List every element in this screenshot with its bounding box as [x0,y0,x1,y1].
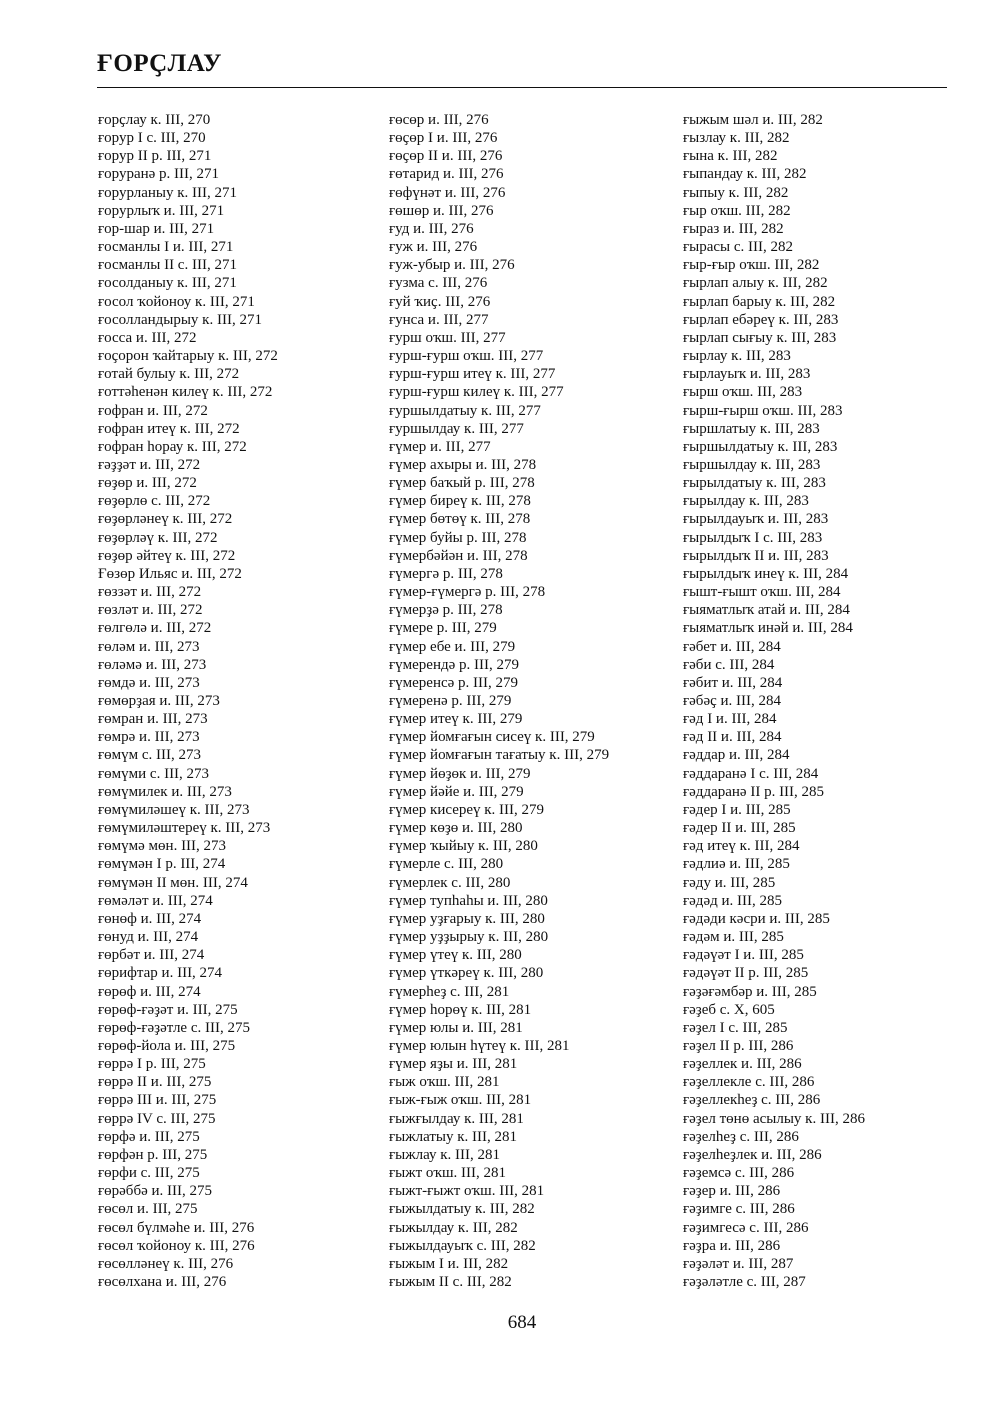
index-entry: ғыж оҡш. III, 281 [389,1074,500,1091]
index-entry: ғуршылдатыу к. III, 277 [389,402,541,419]
index-entry: ғөҙөрләү к. III, 272 [98,529,218,546]
index-entry: ғәбет и. III, 284 [683,638,781,655]
index-entry: ғүмер биреү к. III, 278 [389,493,531,510]
index-entry: ғырлап алыу к. III, 282 [683,275,828,292]
index-entry: ғәддаранә II р. III, 285 [683,783,825,800]
index-entry: ғөмөрҙая и. III, 273 [98,693,220,709]
index-entry: ғырылдатыу к. III, 283 [683,475,826,492]
index-entry: ғыршлатыу к. III, 283 [683,420,820,437]
index-entry: ғурш-ғурш итеү к. III, 277 [389,366,556,383]
index-entry: ғыжт-ғыжт оҡш. III, 281 [389,1183,545,1200]
index-entry: ғәду и. III, 285 [683,874,776,891]
index-entry: ғәҙимгесә с. III, 286 [683,1219,809,1236]
index-entry: ғорур II р. III, 271 [98,148,212,165]
index-entry: ғүмер йәйе и. III, 279 [389,783,524,800]
index-entry: ғүмер һорөү к. III, 281 [389,1001,532,1018]
index-entry: ғыр-ғыр оҡш. III, 282 [683,257,820,274]
index-entry: ғүмер баҡый р. III, 278 [389,475,535,492]
index-entry: ғына к. III, 282 [683,148,778,165]
index-entry: ғүмер буйы р. III, 278 [389,529,527,546]
index-entry: ғырылдыҡ инеү к. III, 284 [683,565,849,582]
index-entry: ғәҙеб с. X, 605 [683,1001,775,1018]
index-entry: ғөррә I р. III, 275 [98,1056,206,1073]
index-entry: ғыжым II с. III, 282 [389,1274,512,1290]
index-entry: ғәддар и. III, 284 [683,747,790,764]
index-entry: ғүмер ахыры и. III, 278 [389,456,537,473]
index-entry: ғүмер көҙө и. III, 280 [389,820,523,837]
index-entry: ғәдәм и. III, 285 [683,929,784,946]
index-entry: ғыяматлыҡ инәй и. III, 284 [683,620,853,637]
index-entry: ғөмдә и. III, 273 [98,674,200,691]
index-entry: ғөҙөрлө с. III, 272 [98,493,211,510]
index-entry: ғүмер юлын һүтеү к. III, 281 [389,1037,570,1054]
index-entry: ғәҙеллекле с. III, 286 [683,1074,815,1091]
index-entry: ғөрфә и. III, 275 [98,1128,200,1145]
index-entry: ғосол ҡойоноу к. III, 271 [98,293,255,310]
index-entry: ғосманлы I и. III, 271 [98,239,234,256]
index-entry: ғөмран и. III, 273 [98,711,208,728]
index-entry: ғөрөф-ғәҙәт и. III, 275 [98,1001,238,1018]
index-entry: ғосолданыу к. III, 271 [98,275,237,292]
index-entry: ғүмер йөҙөк и. III, 279 [389,765,531,782]
index-entry: ғуж-убыр и. III, 276 [389,257,515,274]
index-entry: ғуршылдау к. III, 277 [389,420,524,437]
index-entry: ғузма с. III, 276 [389,275,488,292]
index-entry: ғорур I с. III, 270 [98,130,206,147]
index-entry: ғөмүмилек и. III, 273 [98,783,232,800]
index-entry: ғыпандау к. III, 282 [683,166,807,183]
index-entry: ғөсөлләнеү к. III, 276 [98,1255,234,1272]
index-entry: ғөҙөр әйтеү к. III, 272 [98,547,236,564]
index-entry: ғөҙөр и. III, 272 [98,475,197,492]
index-entry: ғөрифтар и. III, 274 [98,965,223,982]
index-entry: ғөсөлхана и. III, 276 [98,1274,227,1290]
index-entry: ғурш оҡш. III, 277 [389,329,506,346]
index-entry: ғүмер уҙҙырыу к. III, 280 [389,929,549,946]
index-entry: ғофран и. III, 272 [98,402,208,419]
index-entry: ғыршылдатыу к. III, 283 [683,438,838,455]
index-entry: ғырылдыҡ II и. III, 283 [683,547,829,564]
index-entry: ғыяматлыҡ атай и. III, 284 [683,602,850,619]
index-entry: ғырлап барыу к. III, 282 [683,293,836,310]
index-entry: ғүмер йомғағын сисеү к. III, 279 [389,729,595,746]
index-entry: ғүмер-ғүмергә р. III, 278 [389,584,546,601]
index-entry: ғөсөл ҡойоноу к. III, 276 [98,1237,255,1254]
index-entry: ғөсөл бүлмәһе и. III, 276 [98,1219,255,1236]
index-entry: ғөләм и. III, 273 [98,638,200,655]
index-entry: ғыпыу к. III, 282 [683,184,789,201]
index-entry: ғөмүмән I р. III, 274 [98,856,226,873]
index-entry: ғоттәһенән килеү к. III, 272 [98,384,273,401]
index-entry: ғәдер II и. III, 285 [683,820,796,837]
page-number: 684 [507,1312,537,1333]
index-entry: ғөҫөр I и. III, 276 [389,130,498,147]
header-rule [97,87,947,88]
index-entry: ғәдәд и. III, 285 [683,892,782,909]
index-entry: ғүмер үтеү к. III, 280 [389,947,522,964]
index-entry: ғырлап ебәреү к. III, 283 [683,311,839,328]
index-entry: ғоҫорон ҡайтарыу к. III, 272 [98,348,278,365]
index-entry: Ғөзөр Ильяс и. III, 272 [98,565,242,582]
index-entry: ғыжым шәл и. III, 282 [683,112,823,128]
index-entry: ғүмер ебе и. III, 279 [389,638,516,655]
index-entry: ғыр оҡш. III, 282 [683,202,791,219]
index-entry: ғәдәүәт II р. III, 285 [683,965,809,982]
index-entry: ғыжғылдау к. III, 281 [389,1110,524,1127]
index-entry: ғүмер яҙы и. III, 281 [389,1056,518,1073]
index-entry: ғыраз и. III, 282 [683,220,784,237]
index-entry: ғәҙер и. III, 286 [683,1183,781,1200]
running-head: ҒОРҪЛАУ [97,50,223,77]
index-entry: ғорурлыҡ и. III, 271 [98,202,225,219]
index-entry: ғыршылдау к. III, 283 [683,456,821,473]
index-entry: ғүмер и. III, 277 [389,438,491,455]
index-entry: ғәдәди кәсри и. III, 285 [683,910,830,927]
index-entry: ғүмер уҙғарыу к. III, 280 [389,910,545,927]
index-entry: ғәдер I и. III, 285 [683,801,791,818]
index-entry: ғүмер юлы и. III, 281 [389,1019,523,1036]
index-entry: ғәдәүәт I и. III, 285 [683,947,804,964]
index-entry: ғәдлиә и. III, 285 [683,856,790,873]
index-entry: ғәбит и. III, 284 [683,674,783,691]
index-entry: ғүмер кисереү к. III, 279 [389,801,545,818]
index-entry: ғүмере р. III, 279 [389,620,497,637]
index-entry: ғуй ҡиҫ. III, 276 [389,293,491,310]
index-entry: ғуж и. III, 276 [389,239,478,256]
index-entry: ғосолландырыу к. III, 271 [98,311,262,328]
index-entry: ғотай булыу к. III, 272 [98,366,240,383]
index-entry: ғөшөр и. III, 276 [389,202,494,219]
index-entry: ғөтарид и. III, 276 [389,166,504,183]
index-entry: ғосманлы II с. III, 271 [98,257,237,274]
index-entry: ғәд I и. III, 284 [683,711,777,728]
index-entry: ғәд итеү к. III, 284 [683,838,800,855]
index-entry: ғәҙра и. III, 286 [683,1237,781,1254]
index-entry: ғәддаранә I с. III, 284 [683,765,819,782]
index-entry: ғыжт оҡш. III, 281 [389,1165,507,1182]
index-entry: ғырылдау к. III, 283 [683,493,809,510]
index-entry: ғәҙәғәмбәр и. III, 285 [683,983,817,1000]
index-entry: ғәби с. III, 284 [683,656,775,673]
index-entry: ғәҙелһеҙ с. III, 286 [683,1128,799,1145]
index-entry: ғүмербәйән и. III, 278 [389,547,528,564]
index-entry: ғүмер итеү к. III, 279 [389,711,523,728]
index-entry: ғөмәләт и. III, 274 [98,892,213,909]
index-entry: ғәҙимге с. III, 286 [683,1201,795,1218]
index-entry: ғөззәт и. III, 272 [98,584,202,601]
index-entry: ғырш-ғырш оҡш. III, 283 [683,402,843,419]
index-entry: ғосса и. III, 272 [98,329,197,346]
index-entry: ғырлап сығыу к. III, 283 [683,329,837,346]
index-entry: ғурш-ғурш килеү к. III, 277 [389,384,564,401]
index-entry: ғәд II и. III, 284 [683,729,782,746]
index-entry: ғунса и. III, 277 [389,311,489,328]
index-entry: ғәҙҙәт и. III, 272 [98,456,201,473]
index-entry: ғөмүми с. III, 273 [98,765,210,782]
index-entry: ғүмерҙә р. III, 278 [389,602,503,619]
index-entry: ғөрөф-йола и. III, 275 [98,1037,236,1054]
index-entry: ғоруранә р. III, 271 [98,166,220,183]
index-entry: ғәҙел төнө асылыу к. III, 286 [683,1110,865,1127]
index-entry: ғыжылдауыҡ с. III, 282 [389,1237,536,1254]
index-entry: ғорҫлау к. III, 270 [98,112,211,128]
index-entry: ғөсөр и. III, 276 [389,112,489,128]
index-entry: ғыж-ғыж оҡш. III, 281 [389,1092,532,1109]
index-entry: ғүмерлек с. III, 280 [389,874,511,891]
index-entry: ғырылдауыҡ и. III, 283 [683,511,829,528]
index-entry: ғүмер йомғағын тағатыу к. III, 279 [389,747,610,764]
index-entry: ғофран һорау к. III, 272 [98,438,247,455]
index-entry: ғышт-ғышт оҡш. III, 284 [683,584,841,601]
index-entry: ғөрәббә и. III, 275 [98,1183,212,1200]
index-column-2 [389,111,674,1291]
index-entry: ғәҙел II р. III, 286 [683,1037,794,1054]
index-entry: ғөмүмән II мөн. III, 274 [98,874,248,891]
index-entry: ғәҙәләтле с. III, 287 [683,1274,806,1290]
index-entry: ғызлау к. III, 282 [683,130,790,147]
index-entry: ғәҙеллек и. III, 286 [683,1056,802,1073]
index-entry: ғыжылдау к. III, 282 [389,1219,518,1236]
index-entry: ғәҙәләт и. III, 287 [683,1255,794,1272]
index-entry: ғөфүнәт и. III, 276 [389,184,506,201]
index-entry: ғөрфән р. III, 275 [98,1146,208,1163]
index-entry: ғөләмә и. III, 273 [98,656,207,673]
index-entry: ғөмүмә мөн. III, 273 [98,838,227,855]
index-entry: ғөмрә и. III, 273 [98,729,200,746]
index-entry: ғүмеренә р. III, 279 [389,693,512,709]
index-entry: ғыжылдатыу к. III, 282 [389,1201,535,1218]
index-column-3 [683,111,948,1291]
index-entry: ғөрөф и. III, 274 [98,983,201,1000]
index-entry: ғүмерле с. III, 280 [389,856,504,873]
index-entry: ғыжлатыу к. III, 281 [389,1128,518,1145]
index-entry: ғурш-ғурш оҡш. III, 277 [389,348,544,365]
index-entry: ғәҙемсә с. III, 286 [683,1165,795,1182]
index-entry: ғөмүм с. III, 273 [98,747,202,764]
index-entry: ғуд и. III, 276 [389,220,474,237]
index-entry: ғүмергә р. III, 278 [389,565,503,582]
index-entry: ғырлауыҡ и. III, 283 [683,366,811,383]
index-entry: ғырш оҡш. III, 283 [683,384,803,401]
index-entry: ғөзләт и. III, 272 [98,602,203,619]
index-entry: ғәҙеллекһеҙ с. III, 286 [683,1092,821,1109]
index-entry: ғөррә IV с. III, 275 [98,1110,216,1127]
index-entry: ғөррә III и. III, 275 [98,1092,217,1109]
index-entry: ғырылдыҡ I с. III, 283 [683,529,823,546]
index-entry: ғөнуд и. III, 274 [98,929,199,946]
index-entry: ғүмер тупһаһы и. III, 280 [389,892,548,909]
index-entry: ғөррә II и. III, 275 [98,1074,212,1091]
index-entry: ғырлау к. III, 283 [683,348,791,365]
index-entry: ғөсөл и. III, 275 [98,1201,198,1218]
index-entry: ғөрбәт и. III, 274 [98,947,205,964]
index-entry: ғөмүмиләшеү к. III, 273 [98,801,250,818]
index-entry: ғөҫөр II и. III, 276 [389,148,503,165]
index-entry: ғәҙел I с. III, 285 [683,1019,788,1036]
index-entry: ғырасы с. III, 282 [683,239,794,256]
index-entry: ғәбәҫ и. III, 284 [683,693,782,709]
index-column-1 [98,111,383,1291]
index-entry: ғөлгөлә и. III, 272 [98,620,212,637]
index-entry: ғөрфи с. III, 275 [98,1165,200,1182]
index-entry: ғүмер үткәреү к. III, 280 [389,965,544,982]
index-entry: ғүмеренсә р. III, 279 [389,674,519,691]
index-entry: ғүмерендә р. III, 279 [389,656,520,673]
index-entry: ғөрөф-ғәҙәтле с. III, 275 [98,1019,250,1036]
index-entry: ғөнөф и. III, 274 [98,910,202,927]
index-entry: ғүмер ҡыйыу к. III, 280 [389,838,538,855]
index-entry: ғыжлау к. III, 281 [389,1146,500,1163]
index-entry: ғөҙөрләнеү к. III, 272 [98,511,233,528]
index-entry: ғәҙелһеҙлек и. III, 286 [683,1146,822,1163]
index-entry: ғорурланыу к. III, 271 [98,184,238,201]
index-entry: ғүмерһеҙ с. III, 281 [389,983,510,1000]
index-entry: ғөмүмиләштереү к. III, 273 [98,820,271,837]
index-entry: ғофран итеү к. III, 272 [98,420,240,437]
index-entry: ғыжым I и. III, 282 [389,1255,509,1272]
index-entry: ғүмер бөтөү к. III, 278 [389,511,531,528]
index-entry: ғор-шар и. III, 271 [98,220,215,237]
